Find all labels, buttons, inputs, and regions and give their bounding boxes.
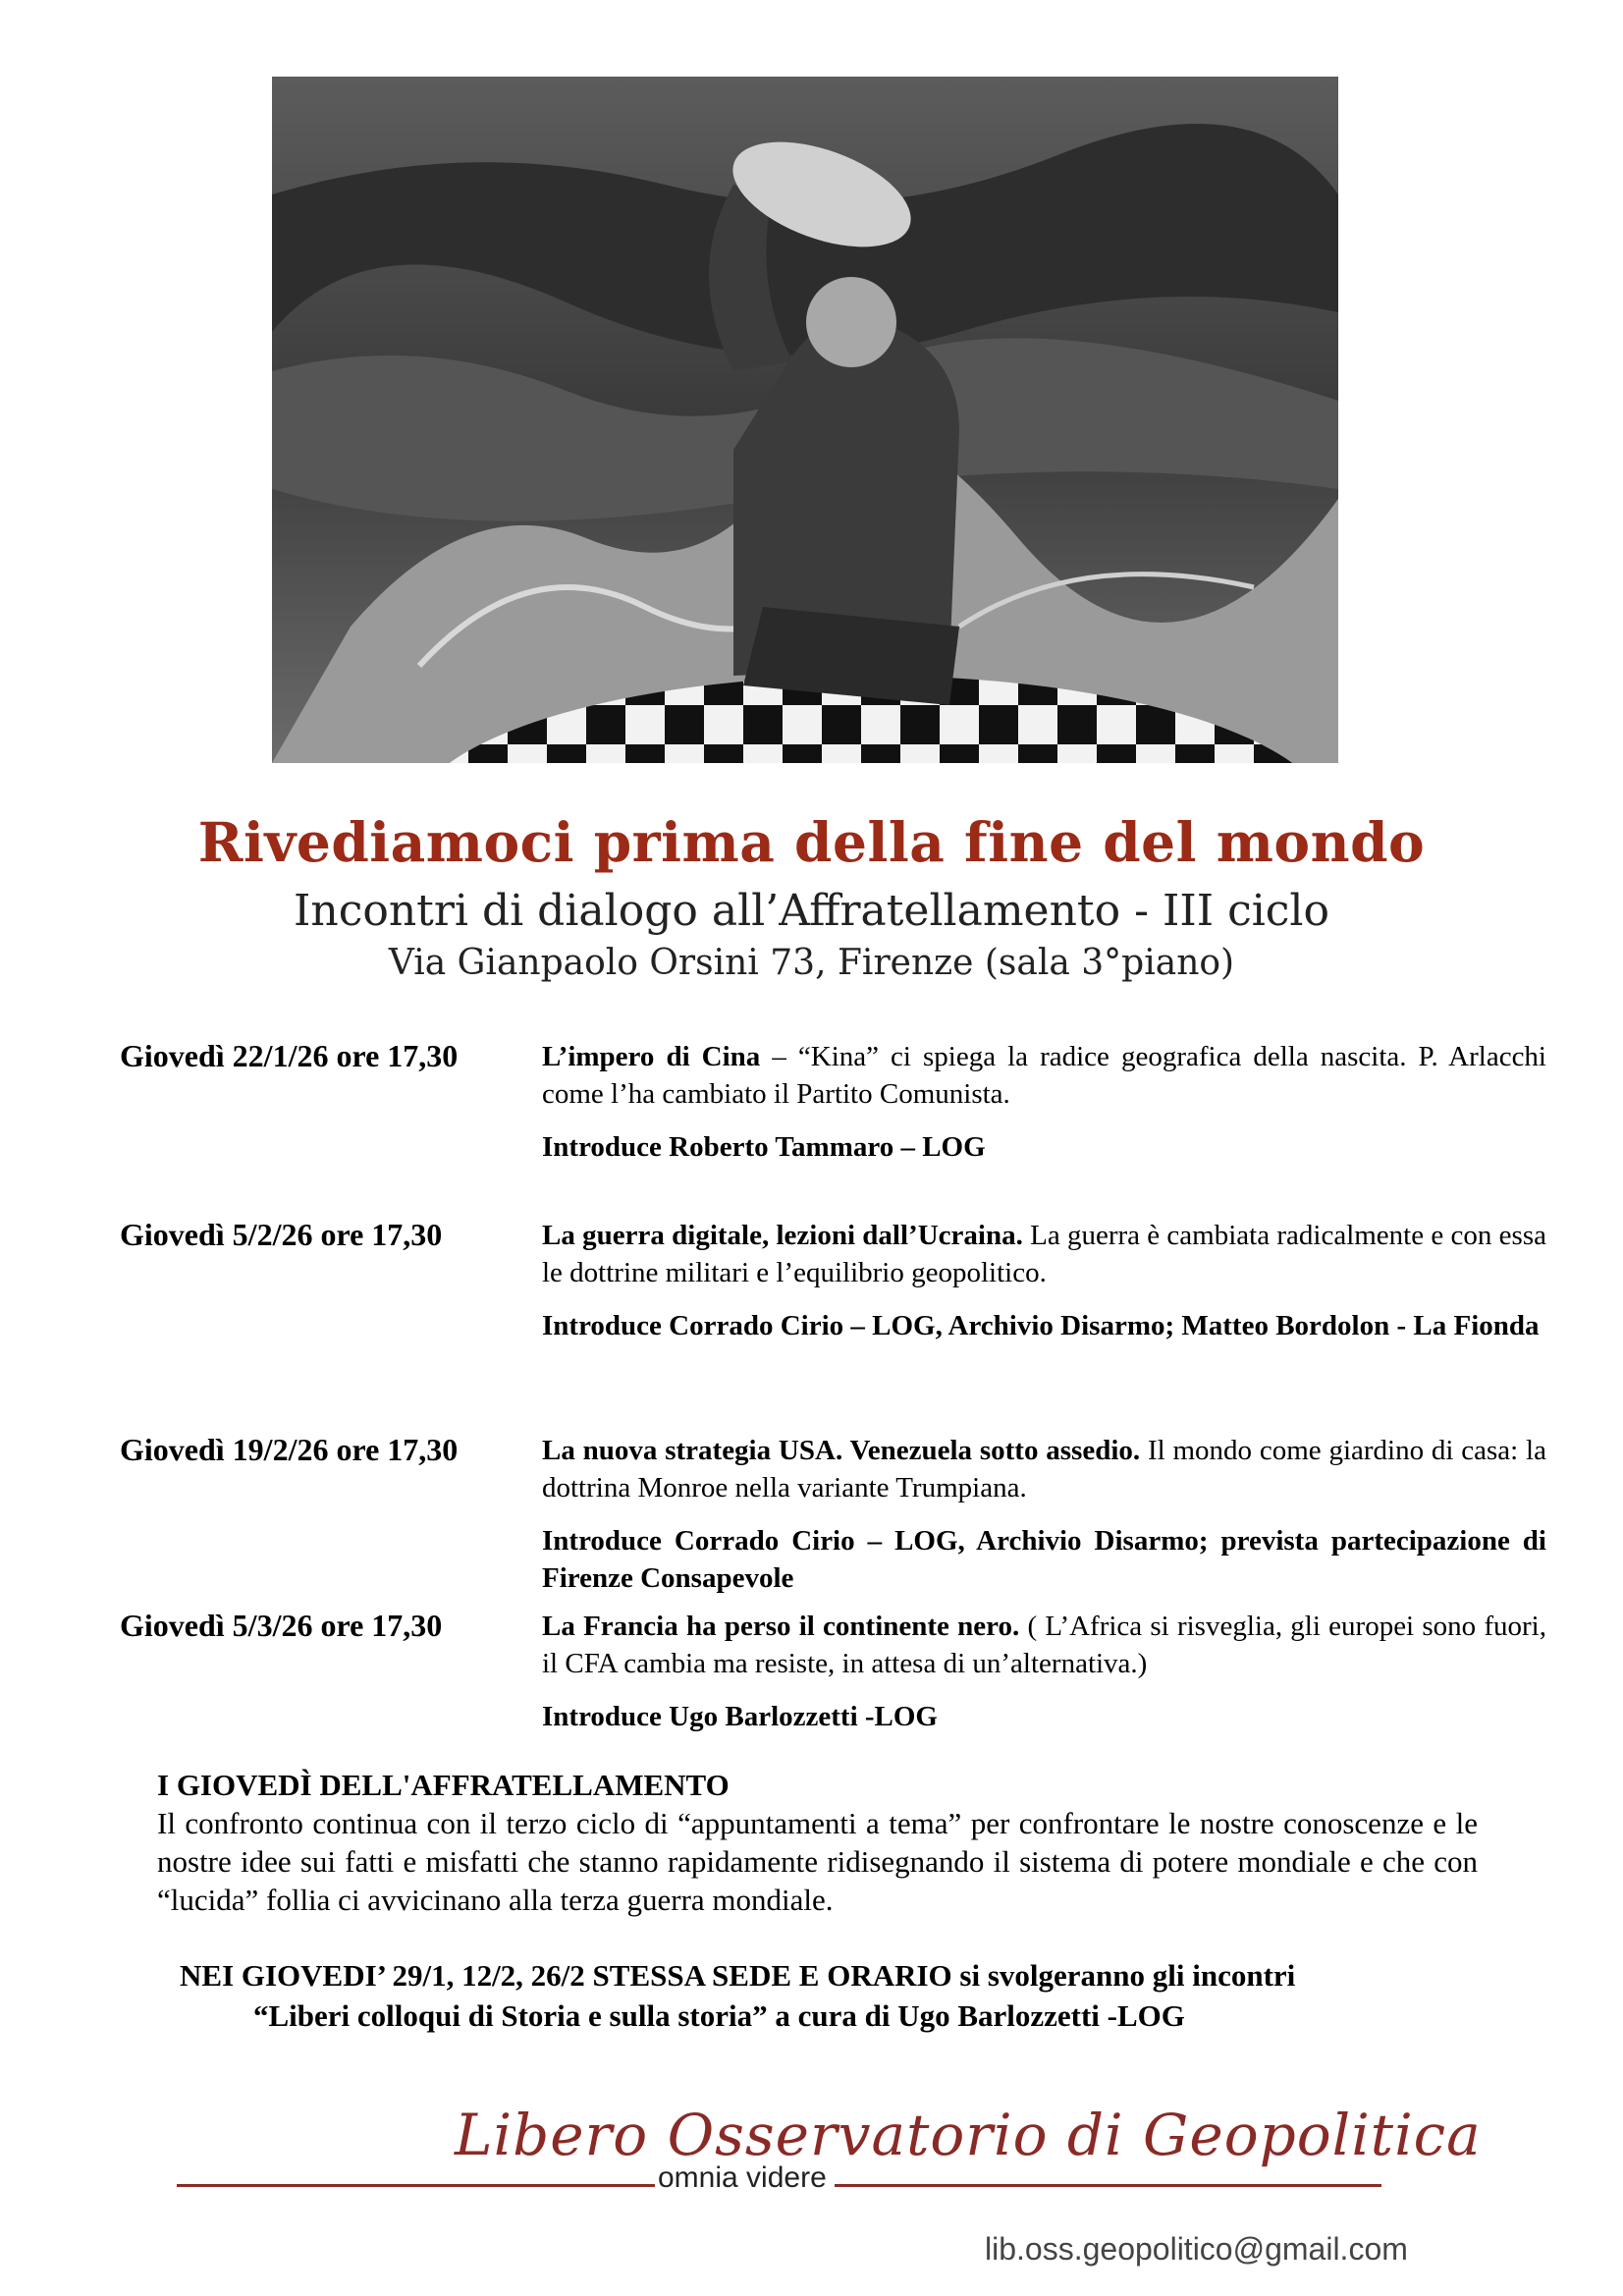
event-topic: L’impero di Cina [542, 1041, 761, 1072]
photo-illustration [272, 77, 1338, 763]
event-description [542, 1608, 1546, 1682]
event-date: Giovedì 5/2/26 ore 17,30 [120, 1217, 443, 1252]
venue-address: Via Gianpaolo Orsini 73, Firenze (sala 3°piano) [388, 943, 1235, 983]
event-topic-detail: Il mondo come giardino di casa: la dottrina Monroe nella variante Trumpiana. [542, 1435, 1546, 1503]
event-description [542, 1432, 1546, 1506]
hero-photo [272, 77, 1338, 763]
event-topic: La nuova strategia USA. Venezuela sotto assedio. [542, 1435, 1141, 1466]
giovedi-section [157, 1766, 1478, 1919]
event-topic: La guerra digitale, lezioni dall’Ucraina. [542, 1220, 1023, 1251]
footer-rule-right [835, 2184, 1381, 2187]
footer-rule-left [177, 2184, 655, 2187]
event-introducer: Introduce Corrado Cirio – LOG, Archivio Disarmo; Matteo Bordolon - La Fionda [542, 1310, 1540, 1341]
giovedi-heading: I GIOVEDÌ DELL'AFFRATELLAMENTO [157, 1768, 730, 1802]
notice-line-2: “Liberi colloqui di Storia e sulla storia” a cura di Ugo Barlozzetti -LOG [253, 1998, 1185, 2033]
event-date: Giovedì 19/2/26 ore 17,30 [120, 1432, 459, 1467]
event-date: Giovedì 22/1/26 ore 17,30 [120, 1038, 459, 1073]
giovedi-body: Il confronto continua con il terzo ciclo di “appuntamenti a tema” per confrontare le nostre conoscenze e le nostre idee sui fatti e misfatti che stanno rapidamente ridisegnando il sistema di potere mondiale e che con “lucida” follia ci avvicinano alla terza guerra mondiale. [157, 1806, 1478, 1917]
event-date: Giovedì 5/3/26 ore 17,30 [120, 1608, 443, 1643]
event-topic-detail: La guerra è cambiata radicalmente e con essa le dottrine militari e l’equilibrio geopolitico. [542, 1220, 1546, 1288]
poster-title: Rivediamoci prima della fine del mondo [197, 810, 1426, 874]
event-introducer: Introduce Corrado Cirio – LOG, Archivio Disarmo; prevista partecipazione di Firenze Consapevole [542, 1525, 1546, 1594]
event-topic-detail: – “Kina” ci spiega la radice geografica della nascita. P. Arlacchi come l’ha cambiato il Partito Comunista. [542, 1041, 1546, 1110]
event-introducer: Introduce Ugo Barlozzetti -LOG [542, 1701, 938, 1732]
contact-email[interactable]: lib.oss.geopolitico@gmail.com [985, 2231, 1408, 2267]
event-topic-detail: ( L’Africa si risveglia, gli europei sono fuori, il CFA cambia ma resiste, in attesa di un’alternativa.) [542, 1611, 1546, 1679]
event-introducer: Introduce Roberto Tammaro – LOG [542, 1131, 986, 1163]
event-topic: La Francia ha perso il continente nero. [542, 1611, 1020, 1642]
poster-subtitle: Incontri di dialogo all’Affratellamento - III ciclo [293, 886, 1329, 936]
notice-line-1: NEI GIOVEDI’ 29/1, 12/2, 26/2 STESSA SEDE E ORARIO si svolgeranno gli incontri [180, 1958, 1296, 1993]
event-description [542, 1038, 1546, 1113]
footer-motto: omnia videre [658, 2161, 827, 2194]
event-description [542, 1217, 1546, 1291]
organization-logo: Libero Osservatorio di Geopolitica [455, 2102, 1482, 2168]
